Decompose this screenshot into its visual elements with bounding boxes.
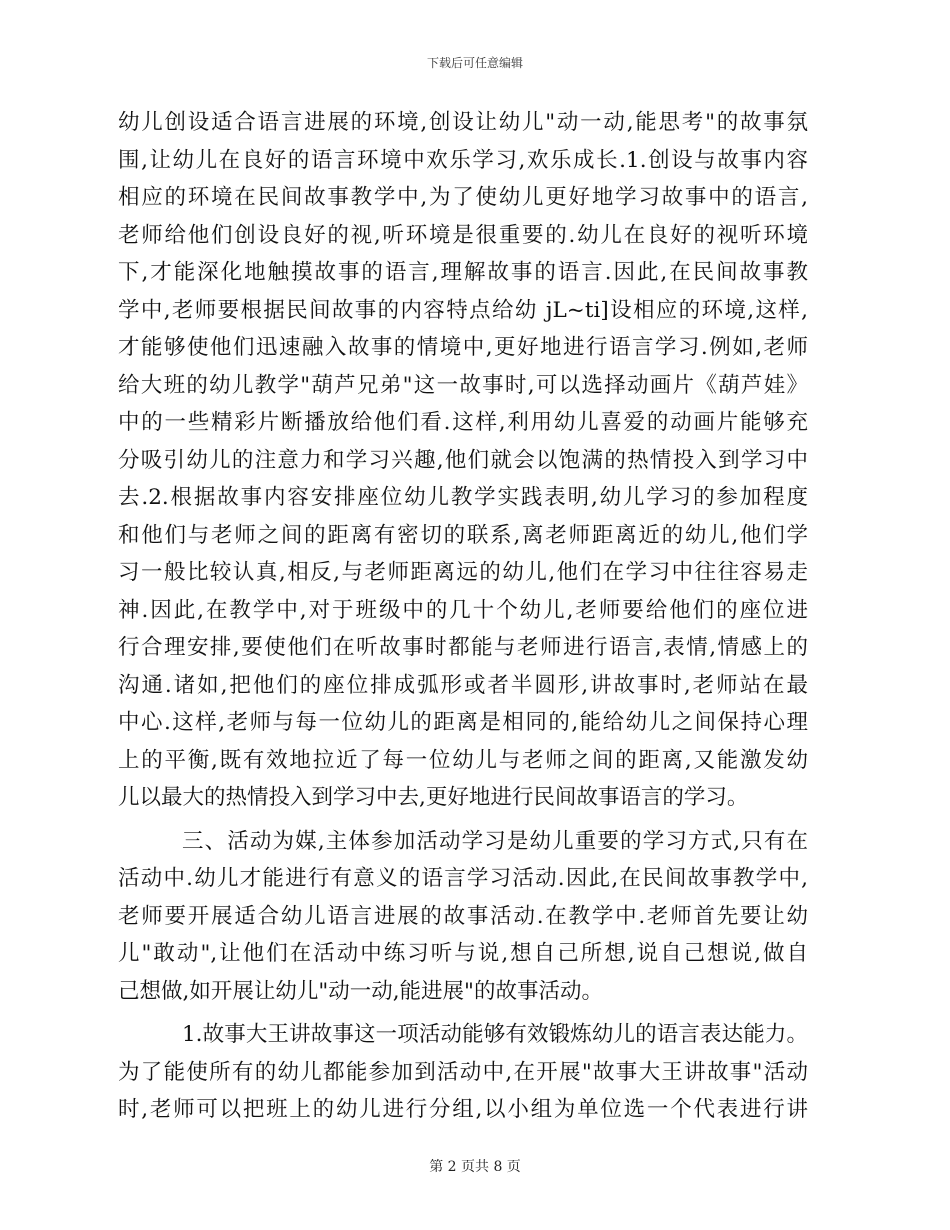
text-line: 学中,老师要根据民间故事的内容特点给幼 jL~ti]设相应的环境,这样, (118, 297, 808, 323)
text-line: 老师给他们创设良好的视,听环境是很重要的.幼儿在良好的视听环境 (118, 222, 808, 248)
text-line: 沟通.诸如,把他们的座位排成弧形或者半圆形,讲故事时,老师站在最 (118, 672, 808, 698)
paragraph-3 (118, 1016, 808, 1129)
text-line: 三、活动为媒,主体参加活动学习是幼儿重要的学习方式,只有在 (182, 828, 808, 854)
text-line: 儿"敢动",让他们在活动中练习听与说,想自己所想,说自己想说,做自 (118, 941, 808, 966)
text-line: 围,让幼儿在良好的语言环境中欢乐学习,欢乐成长.1.创设与故事内容 (118, 147, 808, 173)
text-line: 才能够使他们迅速融入故事的情境中,更好地进行语言学习.例如,老师 (118, 335, 808, 360)
text-line: 去.2.根据故事内容安排座位幼儿教学实践表明,幼儿学习的参加程度 (118, 485, 808, 510)
page-footer: 第 2 页共 8 页 (429, 1159, 521, 1175)
text-line: 幼儿创设适合语言进展的环境,创设让幼儿"动一动,能思考"的故事氛 (118, 110, 808, 135)
paragraph-1 (118, 104, 808, 817)
text-line: 时,老师可以把班上的幼儿进行分组,以小组为单位选一个代表进行讲 (118, 1097, 808, 1122)
text-line: 相应的环境在民间故事教学中,为了使幼儿更好地学习故事中的语言, (118, 185, 808, 210)
text-line: 1.故事大王讲故事这一项活动能够有效锻炼幼儿的语言表达能力。 (182, 1022, 808, 1047)
text-line: 神.因此,在教学中,对于班级中的几十个幼儿,老师要给他们的座位进 (118, 597, 808, 623)
text-line: 老师要开展适合幼儿语言进展的故事活动.在教学中.老师首先要让幼 (118, 903, 808, 929)
text-line: 习一般比较认真,相反,与老师距离远的幼儿,他们在学习中往往容易走 (118, 560, 808, 585)
text-line: 为了能使所有的幼儿都能参加到活动中,在开展"故事大王讲故事"活动 (118, 1059, 808, 1085)
text-line: 上的平衡,既有效地拉近了每一位幼儿与老师之间的距离,又能激发幼 (118, 747, 808, 773)
text-line: 中心.这样,老师与每一位幼儿的距离是相同的,能给幼儿之间保持心理 (118, 710, 808, 735)
text-line: 和他们与老师之间的距离有密切的联系,离老师距离近的幼儿,他们学 (118, 522, 808, 548)
text-line: 分吸引幼儿的注意力和学习兴趣,他们就会以饱满的热情投入到学习中 (118, 447, 808, 473)
text-line: 活动中.幼儿才能进行有意义的语言学习活动.因此,在民间故事教学中, (118, 866, 808, 891)
text-line: 行合理安排,要使他们在听故事时都能与老师进行语言,表情,情感上的 (118, 635, 808, 660)
text-line: 儿以最大的热情投入到学习中去,更好地进行民间故事语言的学习。 (118, 785, 749, 810)
document-body (118, 104, 808, 1129)
page-header: 下载后可任意编辑 (426, 56, 523, 70)
text-line: 中的一些精彩片断播放给他们看.这样,利用幼儿喜爱的动画片能够充 (118, 410, 808, 435)
paragraph-2 (118, 823, 808, 1011)
text-line: 己想做,如开展让幼儿"动一动,能进展"的故事活动。 (118, 978, 603, 1004)
text-line: 下,才能深化地触摸故事的语言,理解故事的语言.因此,在民间故事教 (118, 260, 808, 285)
text-line: 给大班的幼儿教学"葫芦兄弟"这一故事时,可以选择动画片《葫芦娃》 (118, 372, 808, 398)
